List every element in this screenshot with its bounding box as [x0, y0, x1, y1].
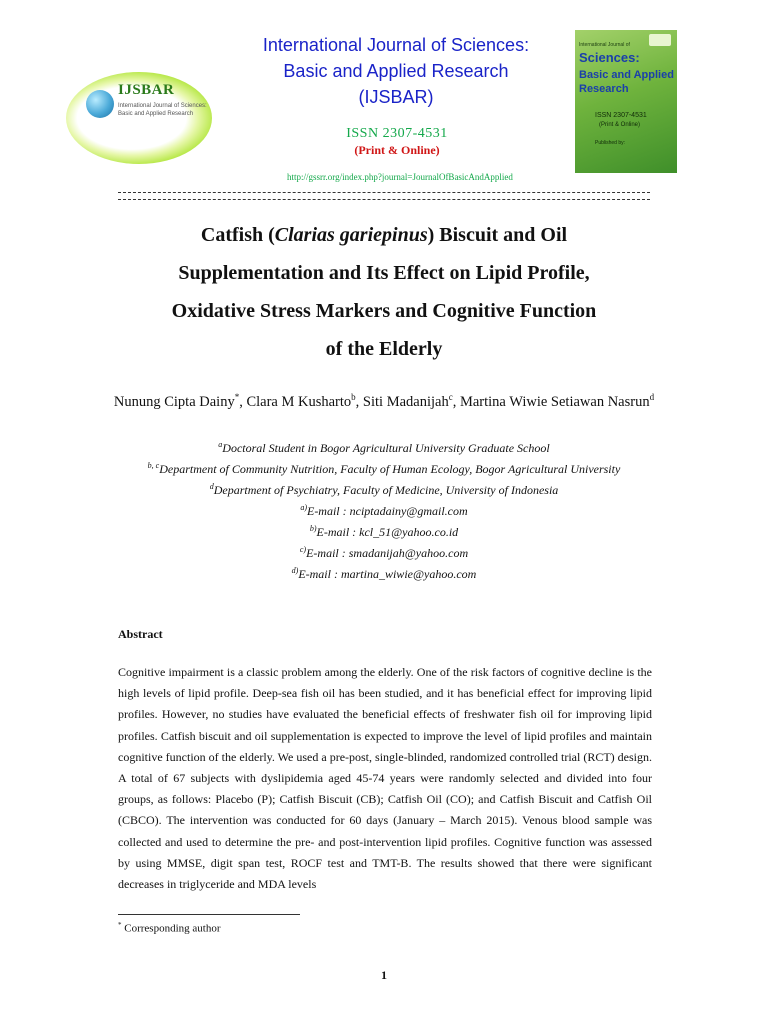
cover-title1: Sciences: [579, 50, 640, 65]
title-line4: of the Elderly [325, 338, 443, 360]
cover-badge [649, 34, 671, 46]
journal-title-line1: International Journal of Sciences: [262, 35, 530, 55]
affiliation-line: $^d$Department of Psychiatry, Faculty of Medicine, University of Indonesia [209, 482, 559, 497]
author-name: Martina Wiwie Setiawan Nasrun [459, 393, 650, 410]
affiliation-line: $^{b, c}$Department of Community Nutrition, Faculty of Human Ecology, Bogor Agricultural University [147, 461, 621, 476]
abstract-heading: Abstract [118, 627, 163, 641]
journal-cover-image [575, 30, 677, 173]
journal-title-line3: (IJSBAR) [358, 87, 434, 107]
footnote-rule [118, 914, 300, 915]
author-name: Clara M Kusharto [246, 393, 352, 410]
cover-issn: ISSN 2307-4531 [595, 112, 647, 119]
journal-title-line2: Basic and Applied Research [283, 61, 509, 81]
cover-published-by: Published by: [595, 140, 626, 146]
header-divider-bottom [118, 199, 650, 200]
email-line: $^{d)}$E-mail : martina_wiwie@yahoo.com [291, 566, 477, 581]
journal-url[interactable]: http://gssrr.org/index.php?journal=JournalOfBasicAndApplied [287, 172, 513, 182]
cover-print: (Print & Online) [599, 122, 641, 128]
email-line: $^{b)}$E-mail : kcl_51@yahoo.co.id [309, 524, 459, 539]
email-line: $^{a)}$E-mail : nciptadainy@gmail.com [300, 503, 468, 518]
species-name: Clarias gariepinus [274, 224, 428, 246]
cover-title2: Basic and Applied Research [579, 69, 674, 95]
globe-icon [86, 90, 114, 118]
author-list: Nunung Cipta Dainy*, Clara M Kusharto$^b$, Siti Madanijah$^c$, Martina Wiwie Setiawan Nasrun$^d$ [113, 392, 655, 410]
article-title [104, 216, 664, 368]
footnote: * Corresponding author [118, 921, 221, 935]
author-name: Nunung Cipta Dainy [113, 393, 235, 410]
journal-logo [66, 72, 212, 164]
page-number: 1 [381, 968, 387, 982]
title-line1: Catfish (Clarias gariepinus) Biscuit and Oil [200, 224, 568, 246]
journal-title [210, 32, 582, 110]
email-line: $^{c)}$E-mail : smadanijah@yahoo.com [299, 545, 469, 560]
cover-top-text: International Journal of [579, 42, 630, 48]
abstract-body: Cognitive impairment is a classic problem among the elderly. One of the risk factors of cognitive decline is the high levels of lipid profile. Deep-sea fish oil has been studied, and it has beneficial effect for improving lipid profiles. However, no studies have evaluated the beneficial effects of freshwater fish oil for improving lipid profiles. Catfish biscuit and oil supplementation is expected to improve the level of lipid profiles and maintain cognitive function of the elderly. We used a pre-post, single-blinded, randomized controlled trial (RCT) design. A total of 67 subjects with dyslipidemia aged 45-74 years were randomly selected and divided into four groups, as follows: Placebo (P); Catfish Biscuit (CB); Catfish Oil (CO); and Catfish Biscuit and Catfish Oil (CBCO). The intervention was conducted for 60 days (January – March 2015). Venous blood sample was collected and used to determine the pre- and post-intervention lipid profiles. Cognitive function was assessed by using MMSE, digit span test, ROCF test and TMT-B. The results showed that there were significant decreases in triglyceride and MDA levels [118, 665, 652, 892]
issn: ISSN 2307-4531 [346, 126, 448, 141]
affiliation-line: $^a$Doctoral Student in Bogor Agricultural University Graduate School [218, 440, 550, 455]
title-line3: Oxidative Stress Markers and Cognitive Function [171, 300, 597, 322]
print-online-label: (Print & Online) [354, 143, 440, 157]
logo-title: IJSBAR [118, 82, 175, 98]
title-line2: Supplementation and Its Effect on Lipid Profile, [178, 262, 590, 284]
header-divider-top [118, 192, 650, 193]
author-name: Siti Madanijah [362, 393, 449, 410]
logo-subtitle: International Journal of Sciences: Basic and Applied Research [118, 103, 207, 117]
